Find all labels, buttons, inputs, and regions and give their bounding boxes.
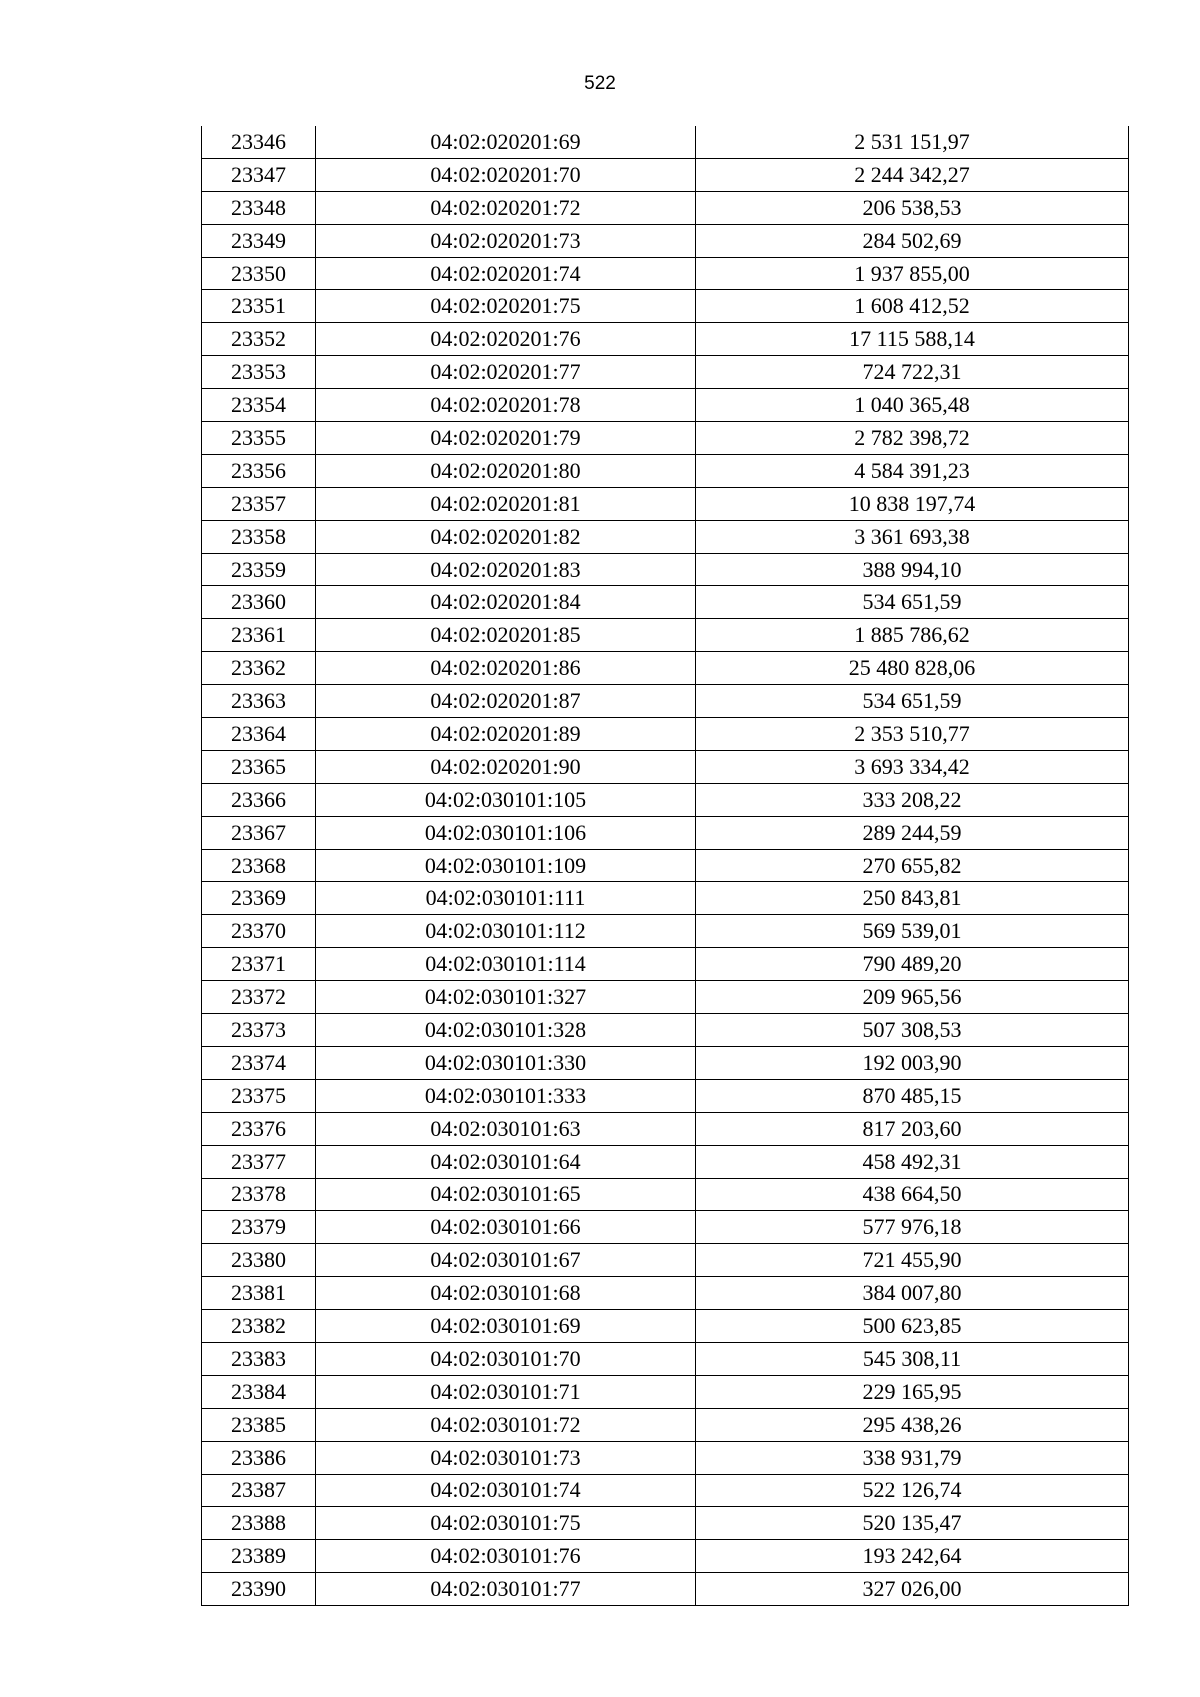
row-number-cell: 23386	[202, 1441, 316, 1474]
cadastral-value-cell: 333 208,22	[696, 783, 1129, 816]
row-number-cell: 23376	[202, 1112, 316, 1145]
cadastral-value-cell: 206 538,53	[696, 191, 1129, 224]
table-row	[202, 290, 1129, 323]
table-row	[202, 915, 1129, 948]
row-number-cell: 23381	[202, 1277, 316, 1310]
cadastral-value-cell: 1 885 786,62	[696, 619, 1129, 652]
cadastral-number-cell: 04:02:020201:78	[316, 389, 696, 422]
cadastral-value-cell: 193 242,64	[696, 1540, 1129, 1573]
table-row	[202, 257, 1129, 290]
cadastral-value-cell: 17 115 588,14	[696, 323, 1129, 356]
cadastral-value-cell: 4 584 391,23	[696, 454, 1129, 487]
cadastral-value-cell: 1 608 412,52	[696, 290, 1129, 323]
cadastral-number-cell: 04:02:030101:71	[316, 1375, 696, 1408]
table-row	[202, 1507, 1129, 1540]
table-row	[202, 1573, 1129, 1606]
table-row	[202, 1211, 1129, 1244]
cadastral-value-cell: 721 455,90	[696, 1244, 1129, 1277]
cadastral-value-cell: 209 965,56	[696, 981, 1129, 1014]
cadastral-number-cell: 04:02:030101:111	[316, 882, 696, 915]
table-row	[202, 487, 1129, 520]
cadastral-value-cell: 284 502,69	[696, 224, 1129, 257]
cadastral-number-cell: 04:02:030101:65	[316, 1178, 696, 1211]
row-number-cell: 23353	[202, 356, 316, 389]
cadastral-value-cell: 458 492,31	[696, 1145, 1129, 1178]
cadastral-number-cell: 04:02:030101:328	[316, 1014, 696, 1047]
cadastral-value-cell: 790 489,20	[696, 948, 1129, 981]
row-number-cell: 23385	[202, 1408, 316, 1441]
table-row	[202, 389, 1129, 422]
row-number-cell: 23357	[202, 487, 316, 520]
row-number-cell: 23390	[202, 1573, 316, 1606]
table-row	[202, 586, 1129, 619]
row-number-cell: 23384	[202, 1375, 316, 1408]
row-number-cell: 23377	[202, 1145, 316, 1178]
row-number-cell: 23380	[202, 1244, 316, 1277]
table-row	[202, 1474, 1129, 1507]
row-number-cell: 23347	[202, 158, 316, 191]
cadastral-number-cell: 04:02:030101:106	[316, 816, 696, 849]
cadastral-value-cell: 295 438,26	[696, 1408, 1129, 1441]
table-row	[202, 1112, 1129, 1145]
cadastral-number-cell: 04:02:030101:66	[316, 1211, 696, 1244]
row-number-cell: 23346	[202, 126, 316, 158]
row-number-cell: 23356	[202, 454, 316, 487]
cadastral-value-cell: 534 651,59	[696, 586, 1129, 619]
row-number-cell: 23375	[202, 1079, 316, 1112]
table-row	[202, 126, 1129, 158]
table-row	[202, 685, 1129, 718]
cadastral-number-cell: 04:02:020201:86	[316, 652, 696, 685]
table-row	[202, 652, 1129, 685]
cadastral-number-cell: 04:02:030101:76	[316, 1540, 696, 1573]
table-row	[202, 750, 1129, 783]
cadastral-number-cell: 04:02:030101:114	[316, 948, 696, 981]
table-row	[202, 520, 1129, 553]
cadastral-number-cell: 04:02:020201:77	[316, 356, 696, 389]
row-number-cell: 23378	[202, 1178, 316, 1211]
cadastral-value-cell: 1 040 365,48	[696, 389, 1129, 422]
cadastral-value-cell: 2 353 510,77	[696, 718, 1129, 751]
cadastral-number-cell: 04:02:030101:75	[316, 1507, 696, 1540]
cadastral-value-cell: 10 838 197,74	[696, 487, 1129, 520]
table-row	[202, 1310, 1129, 1343]
cadastral-number-cell: 04:02:030101:330	[316, 1046, 696, 1079]
row-number-cell: 23369	[202, 882, 316, 915]
row-number-cell: 23358	[202, 520, 316, 553]
row-number-cell: 23359	[202, 553, 316, 586]
table-row	[202, 191, 1129, 224]
row-number-cell: 23389	[202, 1540, 316, 1573]
cadastral-number-cell: 04:02:030101:72	[316, 1408, 696, 1441]
cadastral-value-cell: 338 931,79	[696, 1441, 1129, 1474]
cadastral-value-cell: 577 976,18	[696, 1211, 1129, 1244]
row-number-cell: 23372	[202, 981, 316, 1014]
cadastral-number-cell: 04:02:030101:68	[316, 1277, 696, 1310]
cadastral-value-cell: 2 244 342,27	[696, 158, 1129, 191]
cadastral-value-cell: 388 994,10	[696, 553, 1129, 586]
cadastral-number-cell: 04:02:030101:74	[316, 1474, 696, 1507]
cadastral-number-cell: 04:02:030101:77	[316, 1573, 696, 1606]
cadastral-number-cell: 04:02:020201:82	[316, 520, 696, 553]
cadastral-value-cell: 870 485,15	[696, 1079, 1129, 1112]
cadastral-value-cell: 534 651,59	[696, 685, 1129, 718]
cadastral-number-cell: 04:02:020201:90	[316, 750, 696, 783]
cadastral-value-cell: 817 203,60	[696, 1112, 1129, 1145]
cadastral-value-cell: 270 655,82	[696, 849, 1129, 882]
cadastral-value-cell: 438 664,50	[696, 1178, 1129, 1211]
cadastral-number-cell: 04:02:030101:67	[316, 1244, 696, 1277]
cadastral-number-cell: 04:02:020201:79	[316, 422, 696, 455]
table-row	[202, 1046, 1129, 1079]
cadastral-value-cell: 250 843,81	[696, 882, 1129, 915]
cadastral-value-cell: 25 480 828,06	[696, 652, 1129, 685]
cadastral-number-cell: 04:02:020201:89	[316, 718, 696, 751]
table-row	[202, 1145, 1129, 1178]
cadastral-number-cell: 04:02:020201:70	[316, 158, 696, 191]
row-number-cell: 23370	[202, 915, 316, 948]
cadastral-number-cell: 04:02:020201:80	[316, 454, 696, 487]
cadastral-number-cell: 04:02:020201:73	[316, 224, 696, 257]
row-number-cell: 23360	[202, 586, 316, 619]
table-row	[202, 422, 1129, 455]
table-row	[202, 1408, 1129, 1441]
cadastral-number-cell: 04:02:020201:81	[316, 487, 696, 520]
row-number-cell: 23363	[202, 685, 316, 718]
cadastral-number-cell: 04:02:030101:69	[316, 1310, 696, 1343]
cadastral-value-cell: 327 026,00	[696, 1573, 1129, 1606]
table-row	[202, 1277, 1129, 1310]
cadastral-value-cell: 520 135,47	[696, 1507, 1129, 1540]
cadastral-number-cell: 04:02:030101:327	[316, 981, 696, 1014]
cadastral-value-cell: 192 003,90	[696, 1046, 1129, 1079]
table-row	[202, 1342, 1129, 1375]
row-number-cell: 23366	[202, 783, 316, 816]
cadastral-value-cell: 500 623,85	[696, 1310, 1129, 1343]
cadastral-number-cell: 04:02:030101:70	[316, 1342, 696, 1375]
table-row	[202, 454, 1129, 487]
table-row	[202, 783, 1129, 816]
row-number-cell: 23371	[202, 948, 316, 981]
cadastral-number-cell: 04:02:030101:109	[316, 849, 696, 882]
table-row	[202, 849, 1129, 882]
cadastral-number-cell: 04:02:030101:333	[316, 1079, 696, 1112]
cadastral-value-table	[201, 126, 1129, 1606]
cadastral-value-cell: 2 782 398,72	[696, 422, 1129, 455]
row-number-cell: 23379	[202, 1211, 316, 1244]
table-row	[202, 158, 1129, 191]
table-row	[202, 553, 1129, 586]
table-row	[202, 224, 1129, 257]
row-number-cell: 23351	[202, 290, 316, 323]
cadastral-number-cell: 04:02:030101:64	[316, 1145, 696, 1178]
page-number: 522	[584, 73, 616, 94]
row-number-cell: 23361	[202, 619, 316, 652]
cadastral-number-cell: 04:02:020201:69	[316, 126, 696, 158]
cadastral-value-cell: 2 531 151,97	[696, 126, 1129, 158]
table-row	[202, 981, 1129, 1014]
table-row	[202, 1178, 1129, 1211]
row-number-cell: 23352	[202, 323, 316, 356]
row-number-cell: 23382	[202, 1310, 316, 1343]
row-number-cell: 23354	[202, 389, 316, 422]
cadastral-number-cell: 04:02:020201:75	[316, 290, 696, 323]
table-row	[202, 1014, 1129, 1047]
row-number-cell: 23373	[202, 1014, 316, 1047]
cadastral-number-cell: 04:02:030101:73	[316, 1441, 696, 1474]
table-body	[202, 126, 1129, 1606]
row-number-cell: 23367	[202, 816, 316, 849]
cadastral-number-cell: 04:02:020201:76	[316, 323, 696, 356]
cadastral-value-cell: 3 361 693,38	[696, 520, 1129, 553]
table-row	[202, 1079, 1129, 1112]
row-number-cell: 23364	[202, 718, 316, 751]
table-row	[202, 882, 1129, 915]
cadastral-number-cell: 04:02:020201:83	[316, 553, 696, 586]
cadastral-value-cell: 229 165,95	[696, 1375, 1129, 1408]
row-number-cell: 23348	[202, 191, 316, 224]
cadastral-number-cell: 04:02:030101:112	[316, 915, 696, 948]
cadastral-number-cell: 04:02:030101:105	[316, 783, 696, 816]
row-number-cell: 23388	[202, 1507, 316, 1540]
cadastral-value-cell: 384 007,80	[696, 1277, 1129, 1310]
table-row	[202, 356, 1129, 389]
row-number-cell: 23368	[202, 849, 316, 882]
row-number-cell: 23374	[202, 1046, 316, 1079]
row-number-cell: 23349	[202, 224, 316, 257]
row-number-cell: 23387	[202, 1474, 316, 1507]
cadastral-value-cell: 289 244,59	[696, 816, 1129, 849]
cadastral-value-cell: 724 722,31	[696, 356, 1129, 389]
table-row	[202, 1375, 1129, 1408]
cadastral-number-cell: 04:02:020201:72	[316, 191, 696, 224]
cadastral-number-cell: 04:02:030101:63	[316, 1112, 696, 1145]
cadastral-number-cell: 04:02:020201:74	[316, 257, 696, 290]
row-number-cell: 23355	[202, 422, 316, 455]
table-row	[202, 619, 1129, 652]
cadastral-number-cell: 04:02:020201:85	[316, 619, 696, 652]
cadastral-value-cell: 522 126,74	[696, 1474, 1129, 1507]
table-row	[202, 1540, 1129, 1573]
table-row	[202, 1244, 1129, 1277]
cadastral-value-cell: 3 693 334,42	[696, 750, 1129, 783]
row-number-cell: 23362	[202, 652, 316, 685]
row-number-cell: 23383	[202, 1342, 316, 1375]
row-number-cell: 23365	[202, 750, 316, 783]
table-row	[202, 948, 1129, 981]
cadastral-number-cell: 04:02:020201:87	[316, 685, 696, 718]
table-row	[202, 323, 1129, 356]
table-row	[202, 816, 1129, 849]
cadastral-value-cell: 569 539,01	[696, 915, 1129, 948]
row-number-cell: 23350	[202, 257, 316, 290]
cadastral-number-cell: 04:02:020201:84	[316, 586, 696, 619]
table-row	[202, 718, 1129, 751]
cadastral-value-cell: 545 308,11	[696, 1342, 1129, 1375]
cadastral-value-cell: 507 308,53	[696, 1014, 1129, 1047]
table-row	[202, 1441, 1129, 1474]
cadastral-value-cell: 1 937 855,00	[696, 257, 1129, 290]
